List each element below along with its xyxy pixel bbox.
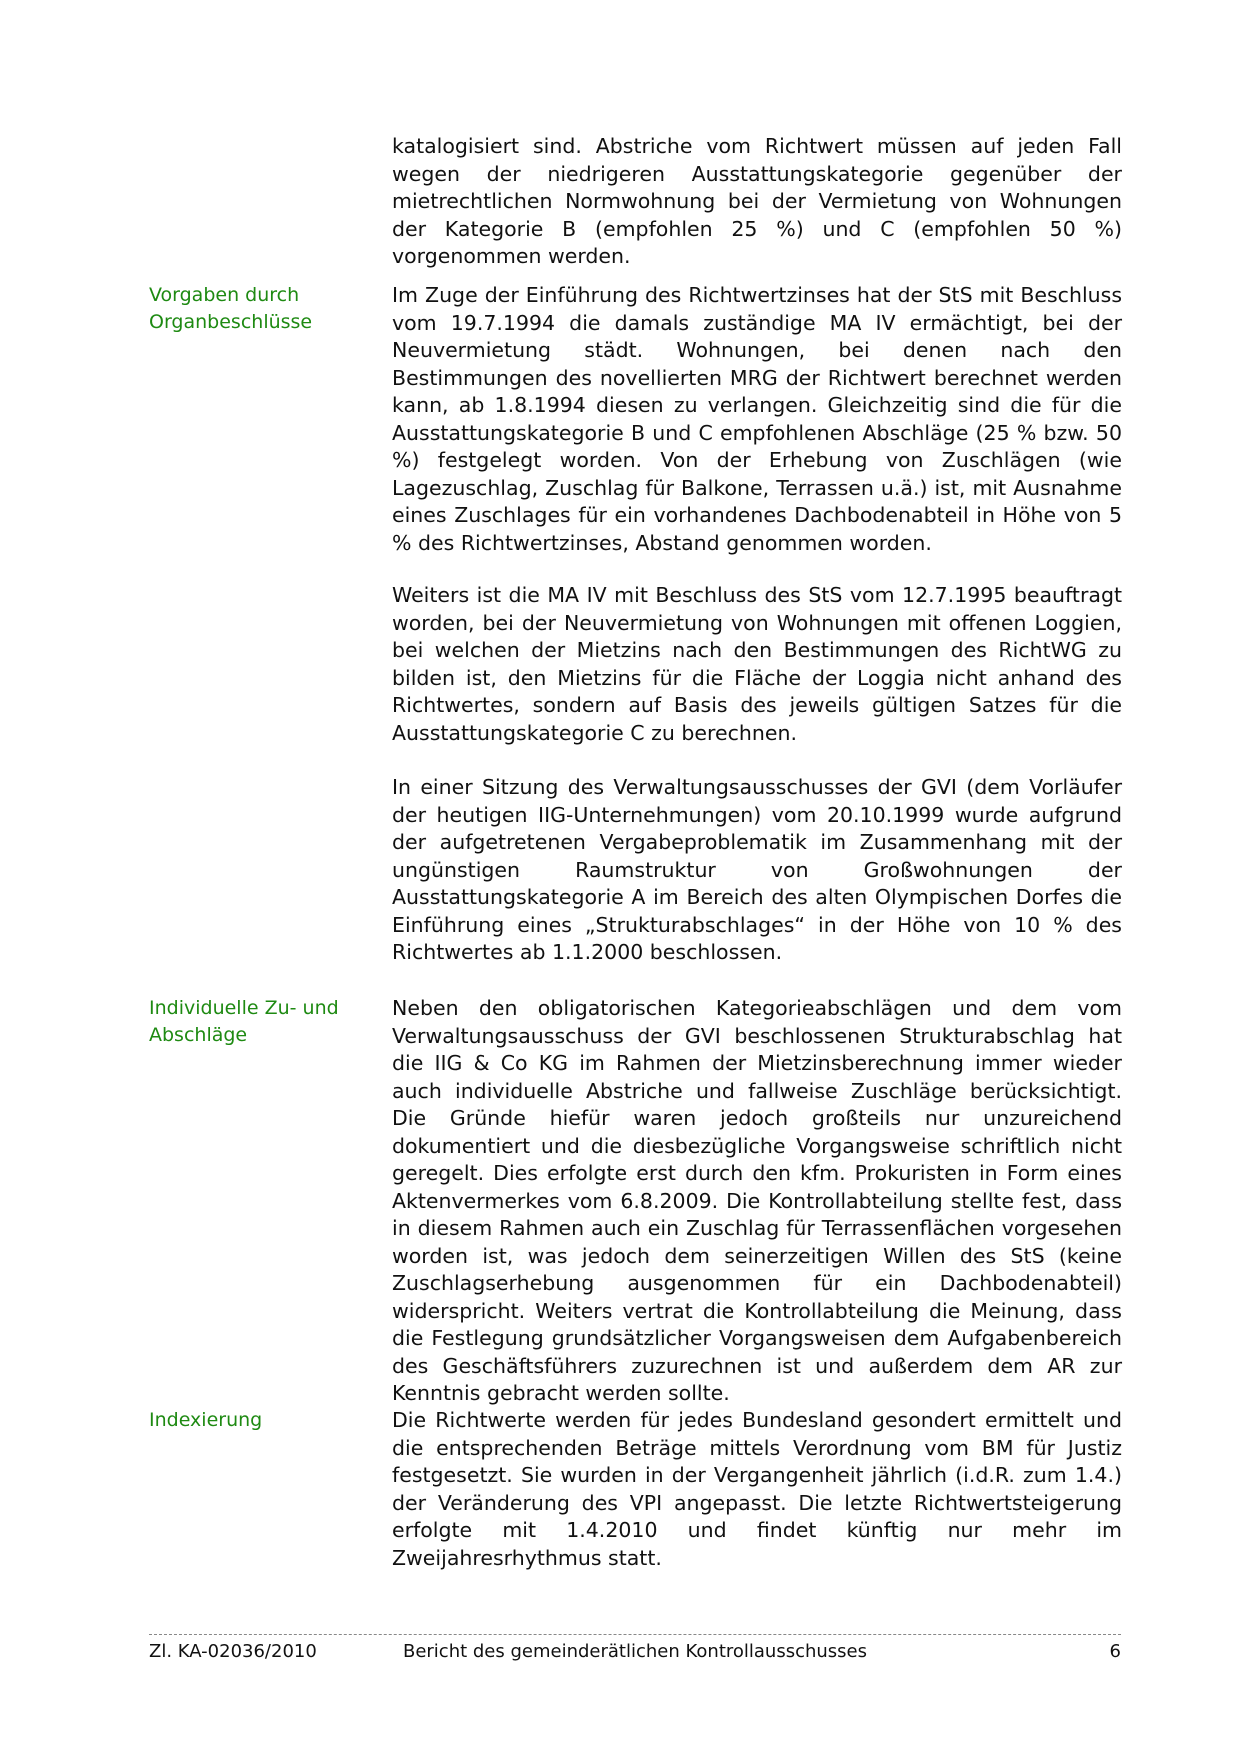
footer-reference: Zl. KA-02036/2010: [149, 1641, 317, 1662]
paragraph-text: Weiters ist die MA IV mit Beschluss des StS vom 12.7.1995 beauftragt worden, bei der Neuvermietung von Wohnungen mit offenen Loggien, bei welchen der Mietzins nach den Bestimmungen des RichtWG zu bilden ist, den Mietzins für die Fläche der Loggia nicht anhand des Richtwertes, sondern auf Basis des jeweils gültigen Satzes für die Ausstattungskategorie C zu berechnen.: [392, 583, 1122, 745]
side-label-organbeschluesse: Vorgaben durch Organbeschlüsse: [149, 284, 313, 333]
side-label-zu-abschlaege: Individuelle Zu- und Abschläge: [149, 997, 339, 1046]
paragraph-text: Die Richtwerte werden für jedes Bundesland gesondert ermittelt und die entsprechenden Beträge mittels Verordnung vom BM für Justiz festgesetzt. Sie wurden in der Vergangenheit jährlich (i.d.R. zum 1.4.) der Veränderung des VPI angepasst. Die letzte Richtwertsteigerung erfolgte mit 1.4.2010 und findet künftig nur mehr im Zweijahresrhythmus statt.: [392, 1408, 1122, 1570]
paragraph-text: Neben den obligatorischen Kategorieabschlägen und dem vom Verwaltungsausschuss der GVI beschlossenen Strukturabschlag hat die IIG & Co KG im Rahmen der Mietzinsberechnung immer wieder auch individuelle Abstriche und fallweise Zuschläge berücksichtigt. Die Gründe hiefür waren jedoch großteils nur unzureichend dokumentiert und die diesbezügliche Vorgangsweise schriftlich nicht geregelt. Dies erfolgte erst durch den kfm. Prokuristen in Form eines Aktenvermerkes vom 6.8.2009. Die Kontrollabteilung stellte fest, dass in diesem Rahmen auch ein Zuschlag für Terrassenflächen vorgesehen worden ist, was jedoch dem seinerzeitigen Willen des StS (keine Zuschlagserhebung ausgenommen für ein Dachbodenabteil) widerspricht. Weiters vertrat die Kontrollabteilung die Meinung, dass die Festlegung grundsätzlicher Vorgangsweisen dem Aufgabenbereich des Geschäftsführers zuzurechnen ist und außerdem dem AR zur Kenntnis gebracht werden sollte.: [392, 996, 1122, 1405]
side-label-indexierung: Indexierung: [149, 1409, 263, 1431]
paragraph-text: In einer Sitzung des Verwaltungsausschusses der GVI (dem Vorläufer der heutigen IIG-Unternehmungen) vom 20.10.1999 wurde aufgrund der aufgetretenen Vergabeproblematik im Zusammenhang mit der ungünstigen Raumstruktur von Großwohnungen der Ausstattungskategorie A im Bereich des alten Olympischen Dorfes die Einführung eines „Strukturabschlages“ in der Höhe von 10 % des Richtwertes ab 1.1.2000 beschlossen.: [392, 775, 1122, 964]
page-footer: [149, 1634, 1121, 1662]
paragraph-text: katalogisiert sind. Abstriche vom Richtwert müssen auf jeden Fall wegen der niedrigeren Ausstattungskategorie gegenüber der mietrechtlichen Normwohnung bei der Vermietung von Wohnungen der Kategorie B (empfohlen 25 %) und C (empfohlen 50 %) vorgenommen werden.: [392, 134, 1122, 268]
page-number: 6: [1109, 1641, 1121, 1662]
footer-title: Bericht des gemeinderätlichen Kontrollausschusses: [402, 1641, 868, 1662]
paragraph-text: Im Zuge der Einführung des Richtwertzinses hat der StS mit Beschluss vom 19.7.1994 die damals zuständige MA IV ermächtigt, bei der Neuvermietung städt. Wohnungen, bei denen nach den Bestimmungen des novellierten MRG der Richtwert berechnet werden kann, ab 1.8.1994 diesen zu verlangen. Gleichzeitig sind die für die Ausstattungskategorie B und C empfohlenen Abschläge (25 % bzw. 50 %) festgelegt worden. Von der Erhebung von Zuschlägen (wie Lagezuschlag, Zuschlag für Balkone, Terrassen u.ä.) ist, mit Ausnahme eines Zuschlages für ein vorhandenes Dachbodenabteil in Höhe von 5 % des Richtwertzinses, Abstand genommen worden.: [392, 283, 1122, 555]
